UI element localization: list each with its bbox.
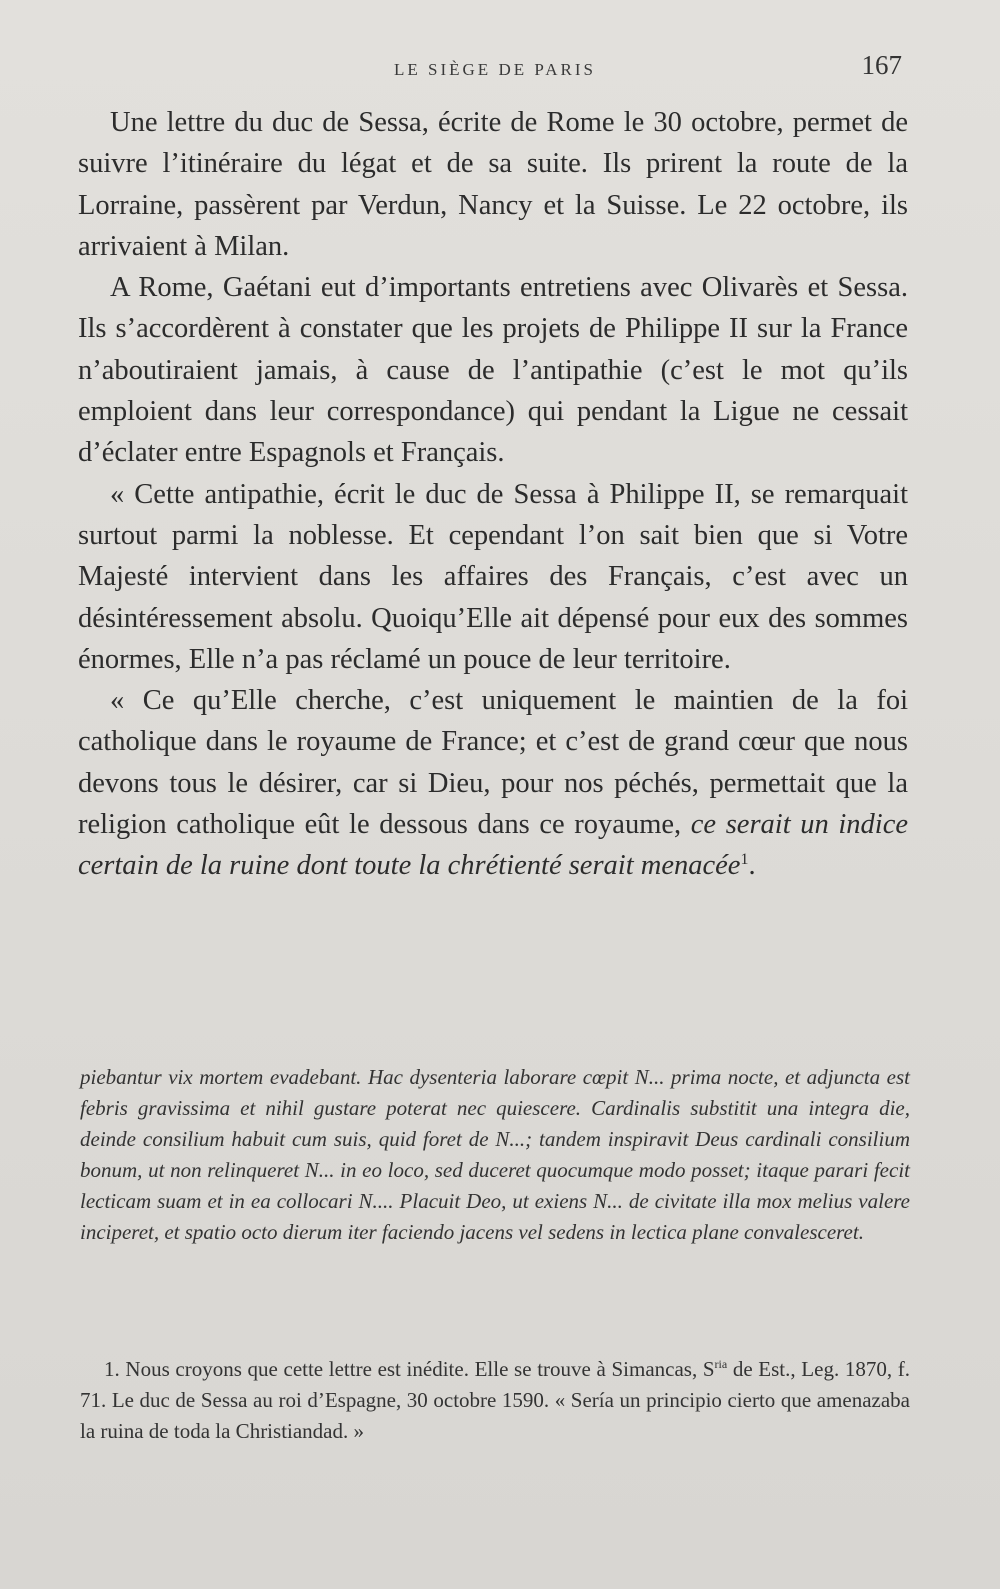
footnote-1-number: 1. <box>104 1357 120 1381</box>
footnote-1-text-a: Nous croyons que cette lettre est inédite. Elle se trouve à Simancas, S <box>119 1357 715 1381</box>
page-number: 167 <box>861 50 902 80</box>
footnote-1-text-b: de Est., Leg. 1870, f. 71. Le duc de Sessa au roi d’Espagne, 30 octobre 1590. « Sería un principio cierto que amenazaba la ruina de toda la Christiandad. » <box>80 1357 910 1443</box>
footnote-1-superscript: ria <box>714 1357 728 1371</box>
paragraph-4-italic: ce serait un indice certain de la ruine dont toute la chrétienté serait menacée <box>78 809 909 882</box>
paragraph-4-end: . <box>748 850 756 882</box>
paragraph-3: « Cette antipathie, écrit le duc de Sessa à Philippe II, se remarquait surtout parmi la noblesse. Et cependant l’on sait bien que si Votre Majesté intervient dans les affaires des Français, c’est avec un désintéressement absolu. Quoiqu’Elle ait dépensé pour eux des sommes énormes, Elle n’a pas réclamé un pouce de leur territoire. <box>78 478 908 675</box>
paragraph-1: Une lettre du duc de Sessa, écrite de Rome le 30 octobre, permet de suivre l’itinéraire du légat et de sa suite. Ils prirent la route de la Lorraine, passèrent par Verdun, Nancy et la Suisse. Le 22 octobre, ils arrivaient à Milan. <box>78 107 908 262</box>
running-title: LE SIÈGE DE PARIS <box>394 60 596 79</box>
paragraph-4-text: « Ce qu’Elle cherche, c’est uniquement le maintien de la foi catholique dans le royaume de France; et c’est de grand cœur que nous devons tous le désirer, car si Dieu, pour nos péchés, permettait que la religion catholique eût le dessous dans ce royaume, <box>78 685 908 841</box>
paragraph-2: A Rome, Gaétani eut d’importants entretiens avec Olivarès et Sessa. Ils s’accordèrent à constater que les projets de Philippe II sur la France n’aboutiraient jamais, à cause de l’antipathie (c’est le mot qu’ils emploient dans leur correspondance) qui pendant la Ligue ne cessait d’éclater entre Espagnols et Français. <box>78 272 908 469</box>
running-head <box>80 50 910 98</box>
main-text <box>78 102 908 887</box>
footnote-ref-1[interactable]: 1 <box>740 851 749 869</box>
footnote-latin-continuation: piebantur vix mortem evadebant. Hac dysenteria laborare cœpit N... prima nocte, et adjuncta est febris gravissima et nihil gustare poterat nec quiescere. Cardinalis substitit una integra die, deinde consilium habuit cum suis, quid foret de N...; tandem inspiravit Deus cardinali consilium bonum, ut non relinqueret N... in eo loco, sed duceret quocumque modo posset; itaque parari fecit lecticam suam et in ea collocari N.... Placuit Deo, ut exiens N... de civitate illa mox melius valere inciperet, et spatio octo dierum iter faciendo jacens vel sedens in lectica plane convalesceret. <box>80 1065 910 1244</box>
paragraph-4 <box>78 680 908 886</box>
footnote-1 <box>80 1354 910 1447</box>
